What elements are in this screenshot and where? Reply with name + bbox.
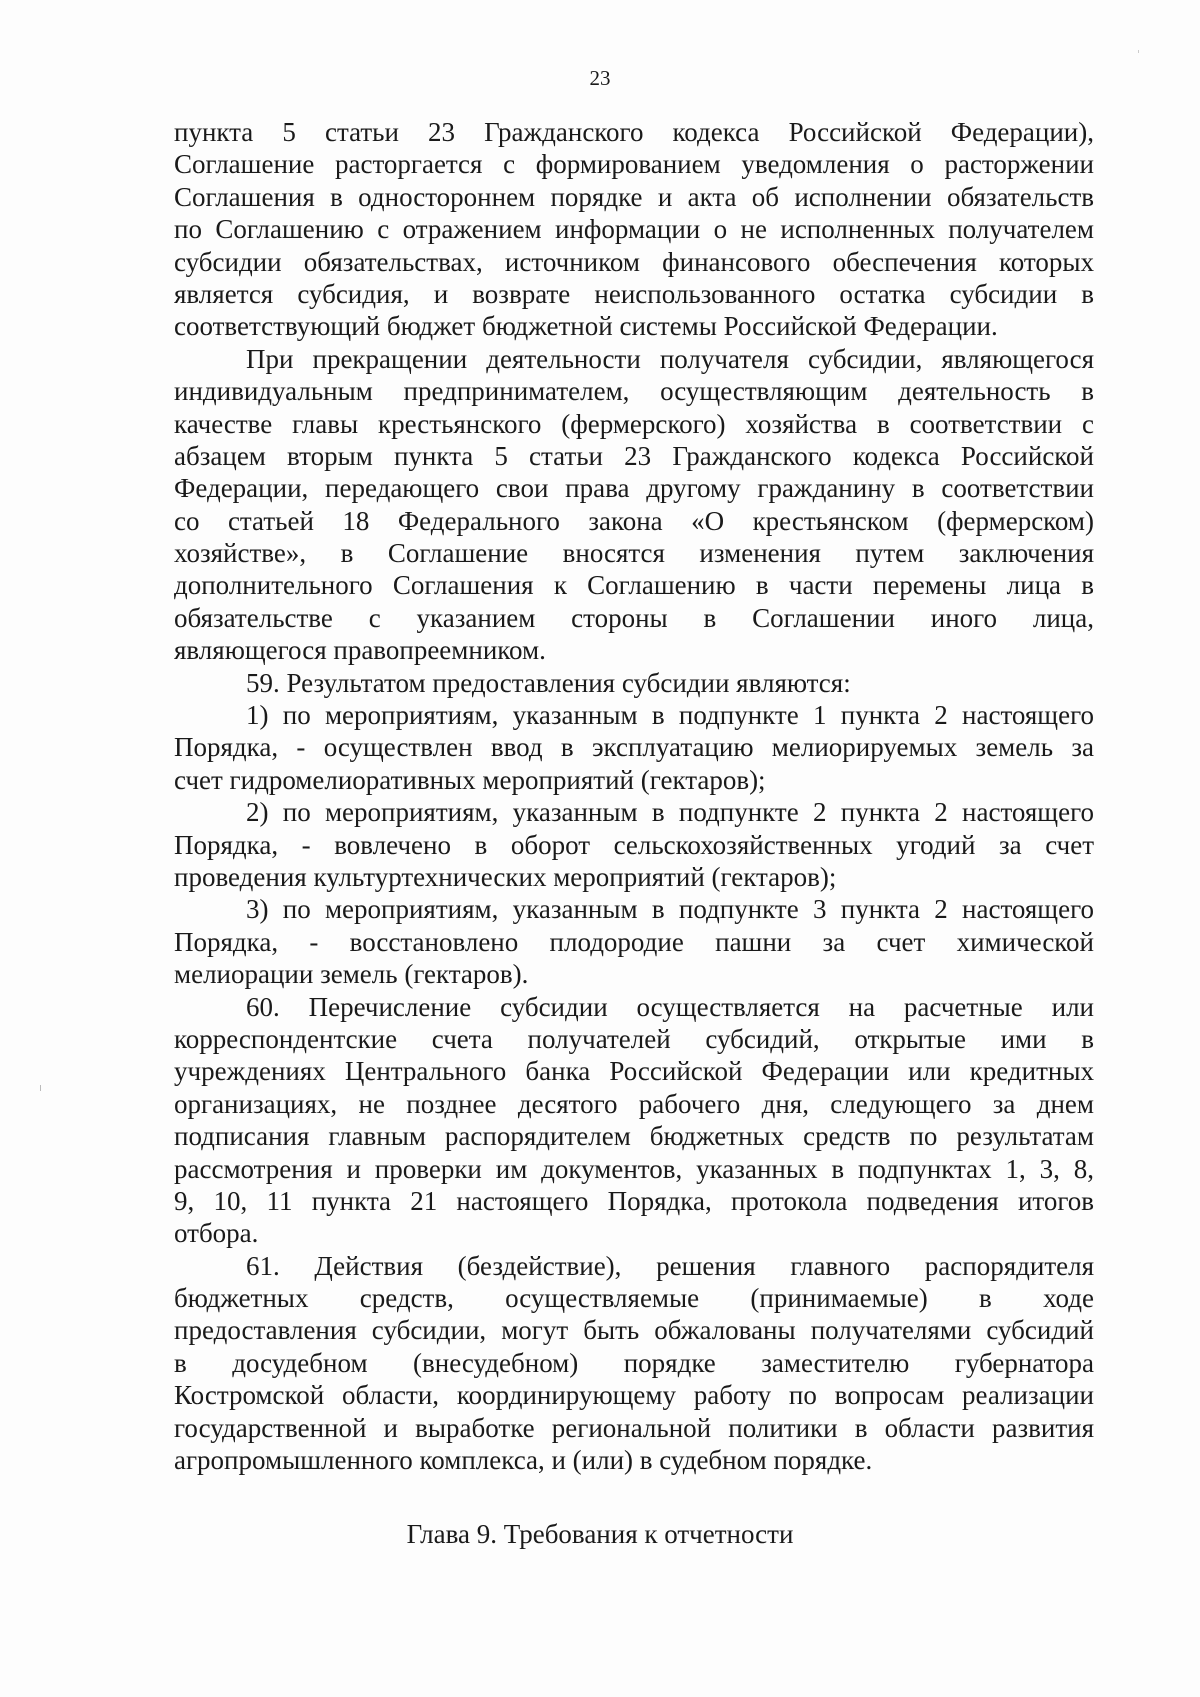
- text-line: рассмотрения и проверки им документов, указанных в подпунктах 1, 3, 8,: [174, 1153, 1094, 1184]
- text-line: индивидуальным предпринимателем, осуществляющим деятельность в: [174, 376, 1094, 407]
- text-line: организациях, не позднее десятого рабочего дня, следующего за днем: [174, 1088, 1094, 1119]
- text-line: При прекращении деятельности получателя субсидии, являющегося: [246, 343, 1094, 374]
- document-body: [174, 116, 1094, 1476]
- text-line: предоставления субсидии, могут быть обжалованы получателями субсидий: [174, 1315, 1094, 1346]
- text-line: 9, 10, 11 пункта 21 настоящего Порядка, протокола подведения итогов: [174, 1185, 1094, 1216]
- text-line: пункта 5 статьи 23 Гражданского кодекса Российской Федерации),: [174, 117, 1094, 147]
- scan-artifact: [40, 1085, 41, 1091]
- text-line: счет гидромелиоративных мероприятий (гектаров);: [174, 764, 766, 795]
- text-line: мелиорации земель (гектаров).: [174, 959, 529, 990]
- text-line: 61. Действия (бездействие), решения главного распорядителя: [246, 1250, 1094, 1281]
- text-line: обязательстве с указанием стороны в Соглашении иного лица,: [174, 602, 1094, 633]
- chapter-title: Глава 9. Требования к отчетности: [406, 1519, 794, 1549]
- paragraph: [174, 116, 1094, 343]
- text-line: 1) по мероприятиям, указанным в подпункте 1 пункта 2 настоящего: [246, 700, 1094, 731]
- text-line: 3) по мероприятиям, указанным в подпункте 3 пункта 2 настоящего: [246, 894, 1094, 925]
- text-line: корреспондентские счета получателей субсидий, открытые ими в: [174, 1023, 1094, 1054]
- text-line: 59. Результатом предоставления субсидии являются:: [246, 667, 851, 698]
- text-line: является субсидия, и возврате неиспользованного остатка субсидии в: [174, 278, 1094, 309]
- text-line: дополнительного Соглашения к Соглашению в части перемены лица в: [174, 570, 1094, 601]
- paragraph: [174, 796, 1094, 893]
- text-line: по Соглашению с отражением информации о не исполненных получателем: [174, 214, 1094, 245]
- text-line: соответствующий бюджет бюджетной системы Российской Федерации.: [174, 311, 998, 342]
- paragraph: [174, 893, 1094, 990]
- text-line: качестве главы крестьянского (фермерского) хозяйства в соответствии с: [174, 408, 1094, 439]
- text-line: отбора.: [174, 1218, 259, 1249]
- text-line: абзацем вторым пункта 5 статьи 23 Гражданского кодекса Российской: [174, 440, 1094, 471]
- text-line: со статьей 18 Федерального закона «О крестьянском (фермерском): [174, 505, 1094, 536]
- text-line: являющегося правопреемником.: [174, 635, 546, 666]
- text-line: в досудебном (внесудебном) порядке заместителю губернатора: [174, 1347, 1094, 1378]
- paragraph: [174, 699, 1094, 796]
- text-line: субсидии обязательствах, источником финансового обеспечения которых: [174, 246, 1094, 277]
- text-line: подписания главным распорядителем бюджетных средств по результатам: [174, 1121, 1094, 1152]
- text-line: Костромской области, координирующему работу по вопросам реализации: [174, 1380, 1094, 1411]
- text-line: Порядка, - осуществлен ввод в эксплуатацию мелиорируемых земель за: [174, 732, 1094, 763]
- text-line: 2) по мероприятиям, указанным в подпункте 2 пункта 2 настоящего: [246, 797, 1094, 828]
- text-line: учреждениях Центрального банка Российской Федерации или кредитных: [174, 1056, 1094, 1087]
- text-line: бюджетных средств, осуществляемые (принимаемые) в ходе: [174, 1283, 1094, 1314]
- text-line: Порядка, - восстановлено плодородие пашни за счет химической: [174, 926, 1094, 957]
- paragraph: [174, 343, 1094, 667]
- page-number: 23: [589, 66, 611, 90]
- text-line: Соглашения в одностороннем порядке и акта об исполнении обязательств: [174, 181, 1094, 212]
- text-line: Федерации, передающего свои права другому гражданину в соответствии: [174, 473, 1094, 504]
- paragraph: [174, 667, 1094, 699]
- scan-artifact: [1138, 50, 1139, 53]
- text-line: агропромышленного комплекса, и (или) в судебном порядке.: [174, 1445, 873, 1476]
- text-line: хозяйстве», в Соглашение вносятся изменения путем заключения: [174, 538, 1094, 569]
- text-line: проведения культуртехнических мероприятий (гектаров);: [174, 861, 837, 892]
- text-line: государственной и выработке региональной политики в области развития: [174, 1412, 1094, 1443]
- text-line: Порядка, - вовлечено в оборот сельскохозяйственных угодий за счет: [174, 829, 1094, 860]
- text-line: Соглашение расторгается с формированием уведомления о расторжении: [174, 149, 1094, 180]
- paragraph: [174, 1250, 1094, 1477]
- paragraph: [174, 991, 1094, 1250]
- text-line: 60. Перечисление субсидии осуществляется на расчетные или: [246, 991, 1094, 1022]
